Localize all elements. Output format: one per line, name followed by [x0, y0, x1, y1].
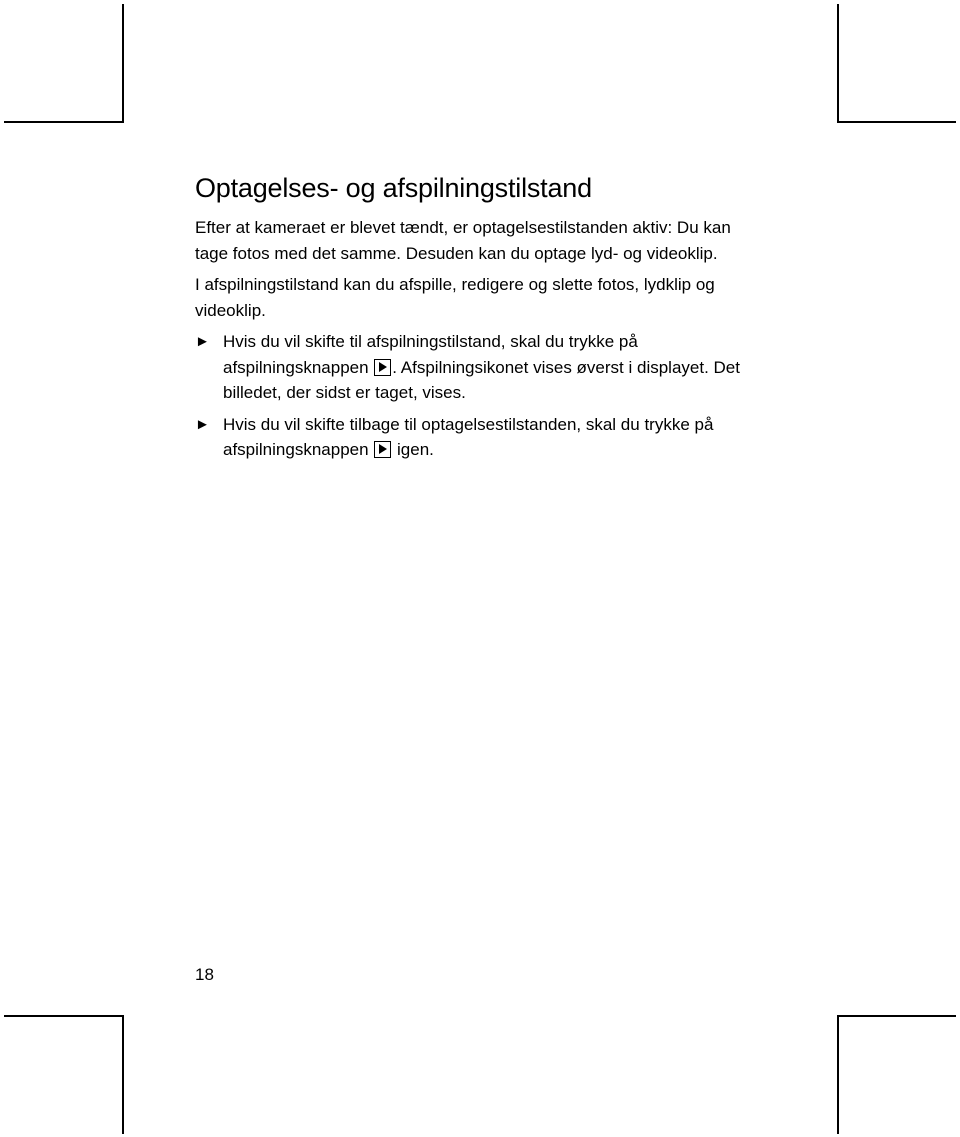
bullet-text-start: Hvis du vil skifte til afspilningstilstand, skal du trykke på afspilningsknappen [223, 332, 638, 377]
bullet-text-end: . Afspilningsikonet vises øverst i displayet. Det billedet, der sidst er taget, vises. [223, 357, 740, 402]
crop-mark-top-right-vertical [837, 4, 839, 123]
crop-mark-top-left-horizontal [4, 121, 124, 123]
page-heading: Optagelses- og afspilningstilstand [195, 173, 592, 203]
bullet-arrow-icon: ► [195, 333, 210, 350]
bullet-arrow-icon: ► [195, 415, 210, 433]
bullet-text-end: igen. [392, 440, 434, 459]
page-content [195, 170, 765, 469]
intro-paragraph: Efter at kameraet er blevet tændt, er optagelsestilstanden aktiv: Du kan tage fotos med det samme. Desuden kan du optage lyd- og videoklip. [195, 218, 731, 263]
playback-button-icon [374, 441, 391, 458]
playback-button-icon [374, 359, 391, 376]
bullet-text-start: Hvis du vil skifte tilbage til optagelsestilstanden, skal du trykke på afspilningsknappen [223, 414, 714, 459]
crop-mark-bottom-right-vertical [837, 1015, 839, 1134]
playback-paragraph: I afspilningstilstand kan du afspille, redigere og slette fotos, lydklip og videoklip. [195, 275, 715, 320]
list-item [195, 412, 765, 463]
crop-mark-bottom-left-vertical [122, 1015, 124, 1134]
instruction-list [195, 329, 765, 463]
crop-mark-top-right-horizontal [837, 121, 956, 123]
crop-mark-top-left-vertical [122, 4, 124, 123]
crop-mark-bottom-left-horizontal [4, 1015, 124, 1017]
list-item [195, 329, 765, 406]
crop-mark-bottom-right-horizontal [837, 1015, 956, 1017]
page-number: 18 [195, 965, 214, 984]
